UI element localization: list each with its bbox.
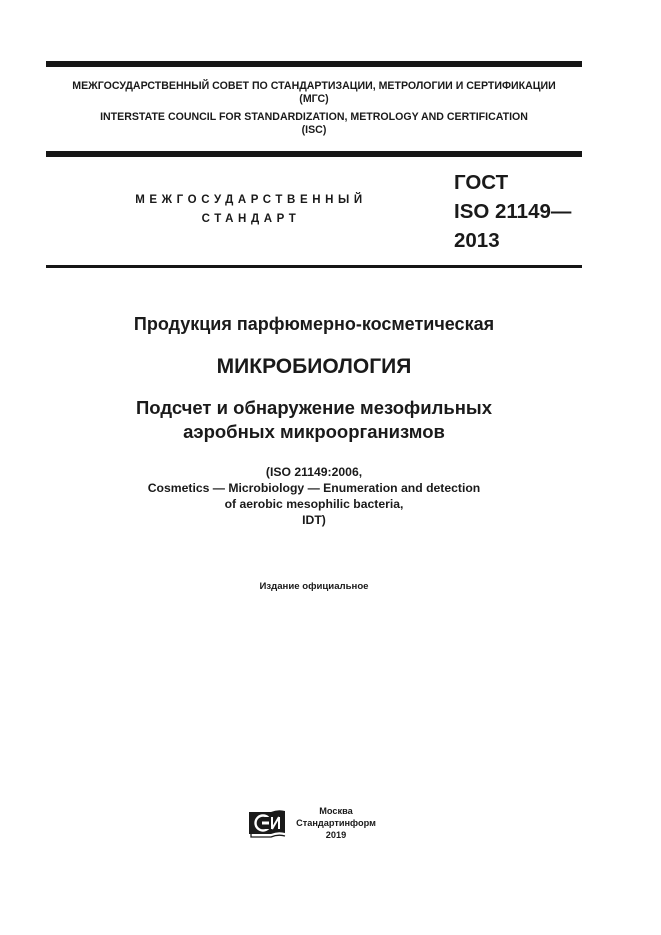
subject-title [46,396,582,444]
subject-line2: аэробных микроорганизмов [183,421,445,442]
council-en [46,111,582,137]
edition-label: Издание официальное [259,581,369,592]
council-en-name: INTERSTATE COUNCIL FOR STANDARDIZATION, METROLOGY AND CERTIFICATION [100,111,528,123]
top-rule [46,61,582,67]
standartinform-logo-icon [248,808,286,839]
standard-kind [126,191,376,229]
bottom-rule [46,265,582,268]
subject-line1: Подсчет и обнаружение мезофильных [135,397,493,418]
iso-ref-line4: IDT) [302,513,326,527]
standard-kind-line2: СТАНДАРТ [201,213,301,225]
publisher-block [248,805,376,841]
designation-line2: ISO 21149— [454,200,572,223]
iso-ref-line2: Cosmetics — Microbiology — Enumeration and detection [147,481,481,495]
council-en-abbr: (ISC) [301,124,327,136]
standard-kind-line1: МЕЖГОСУДАРСТВЕННЫЙ [135,194,367,206]
publisher-info [296,805,376,841]
council-ru-abbr: (МГС) [299,93,329,105]
middle-rule [46,151,582,157]
council-ru-name: МЕЖГОСУДАРСТВЕННЫЙ СОВЕТ ПО СТАНДАРТИЗАЦИИ, МЕТРОЛОГИИ И СЕРТИФИКАЦИИ [72,80,556,92]
designation-line3: 2013 [454,229,500,252]
council-ru [46,80,582,106]
designation-line1: ГОСТ [454,171,509,194]
standard-designation [454,168,571,255]
publisher-year: 2019 [325,830,347,840]
publisher-city: Москва [319,806,353,816]
field-title: МИКРОБИОЛОГИЯ [216,355,412,378]
iso-ref-line1: (ISO 21149:2006, [265,465,363,479]
iso-ref-line3: of aerobic mesophilic bacteria, [224,497,404,511]
publisher-name: Стандартинформ [296,818,376,828]
iso-reference [46,464,582,528]
product-title: Продукция парфюмерно-косметическая [133,314,495,334]
